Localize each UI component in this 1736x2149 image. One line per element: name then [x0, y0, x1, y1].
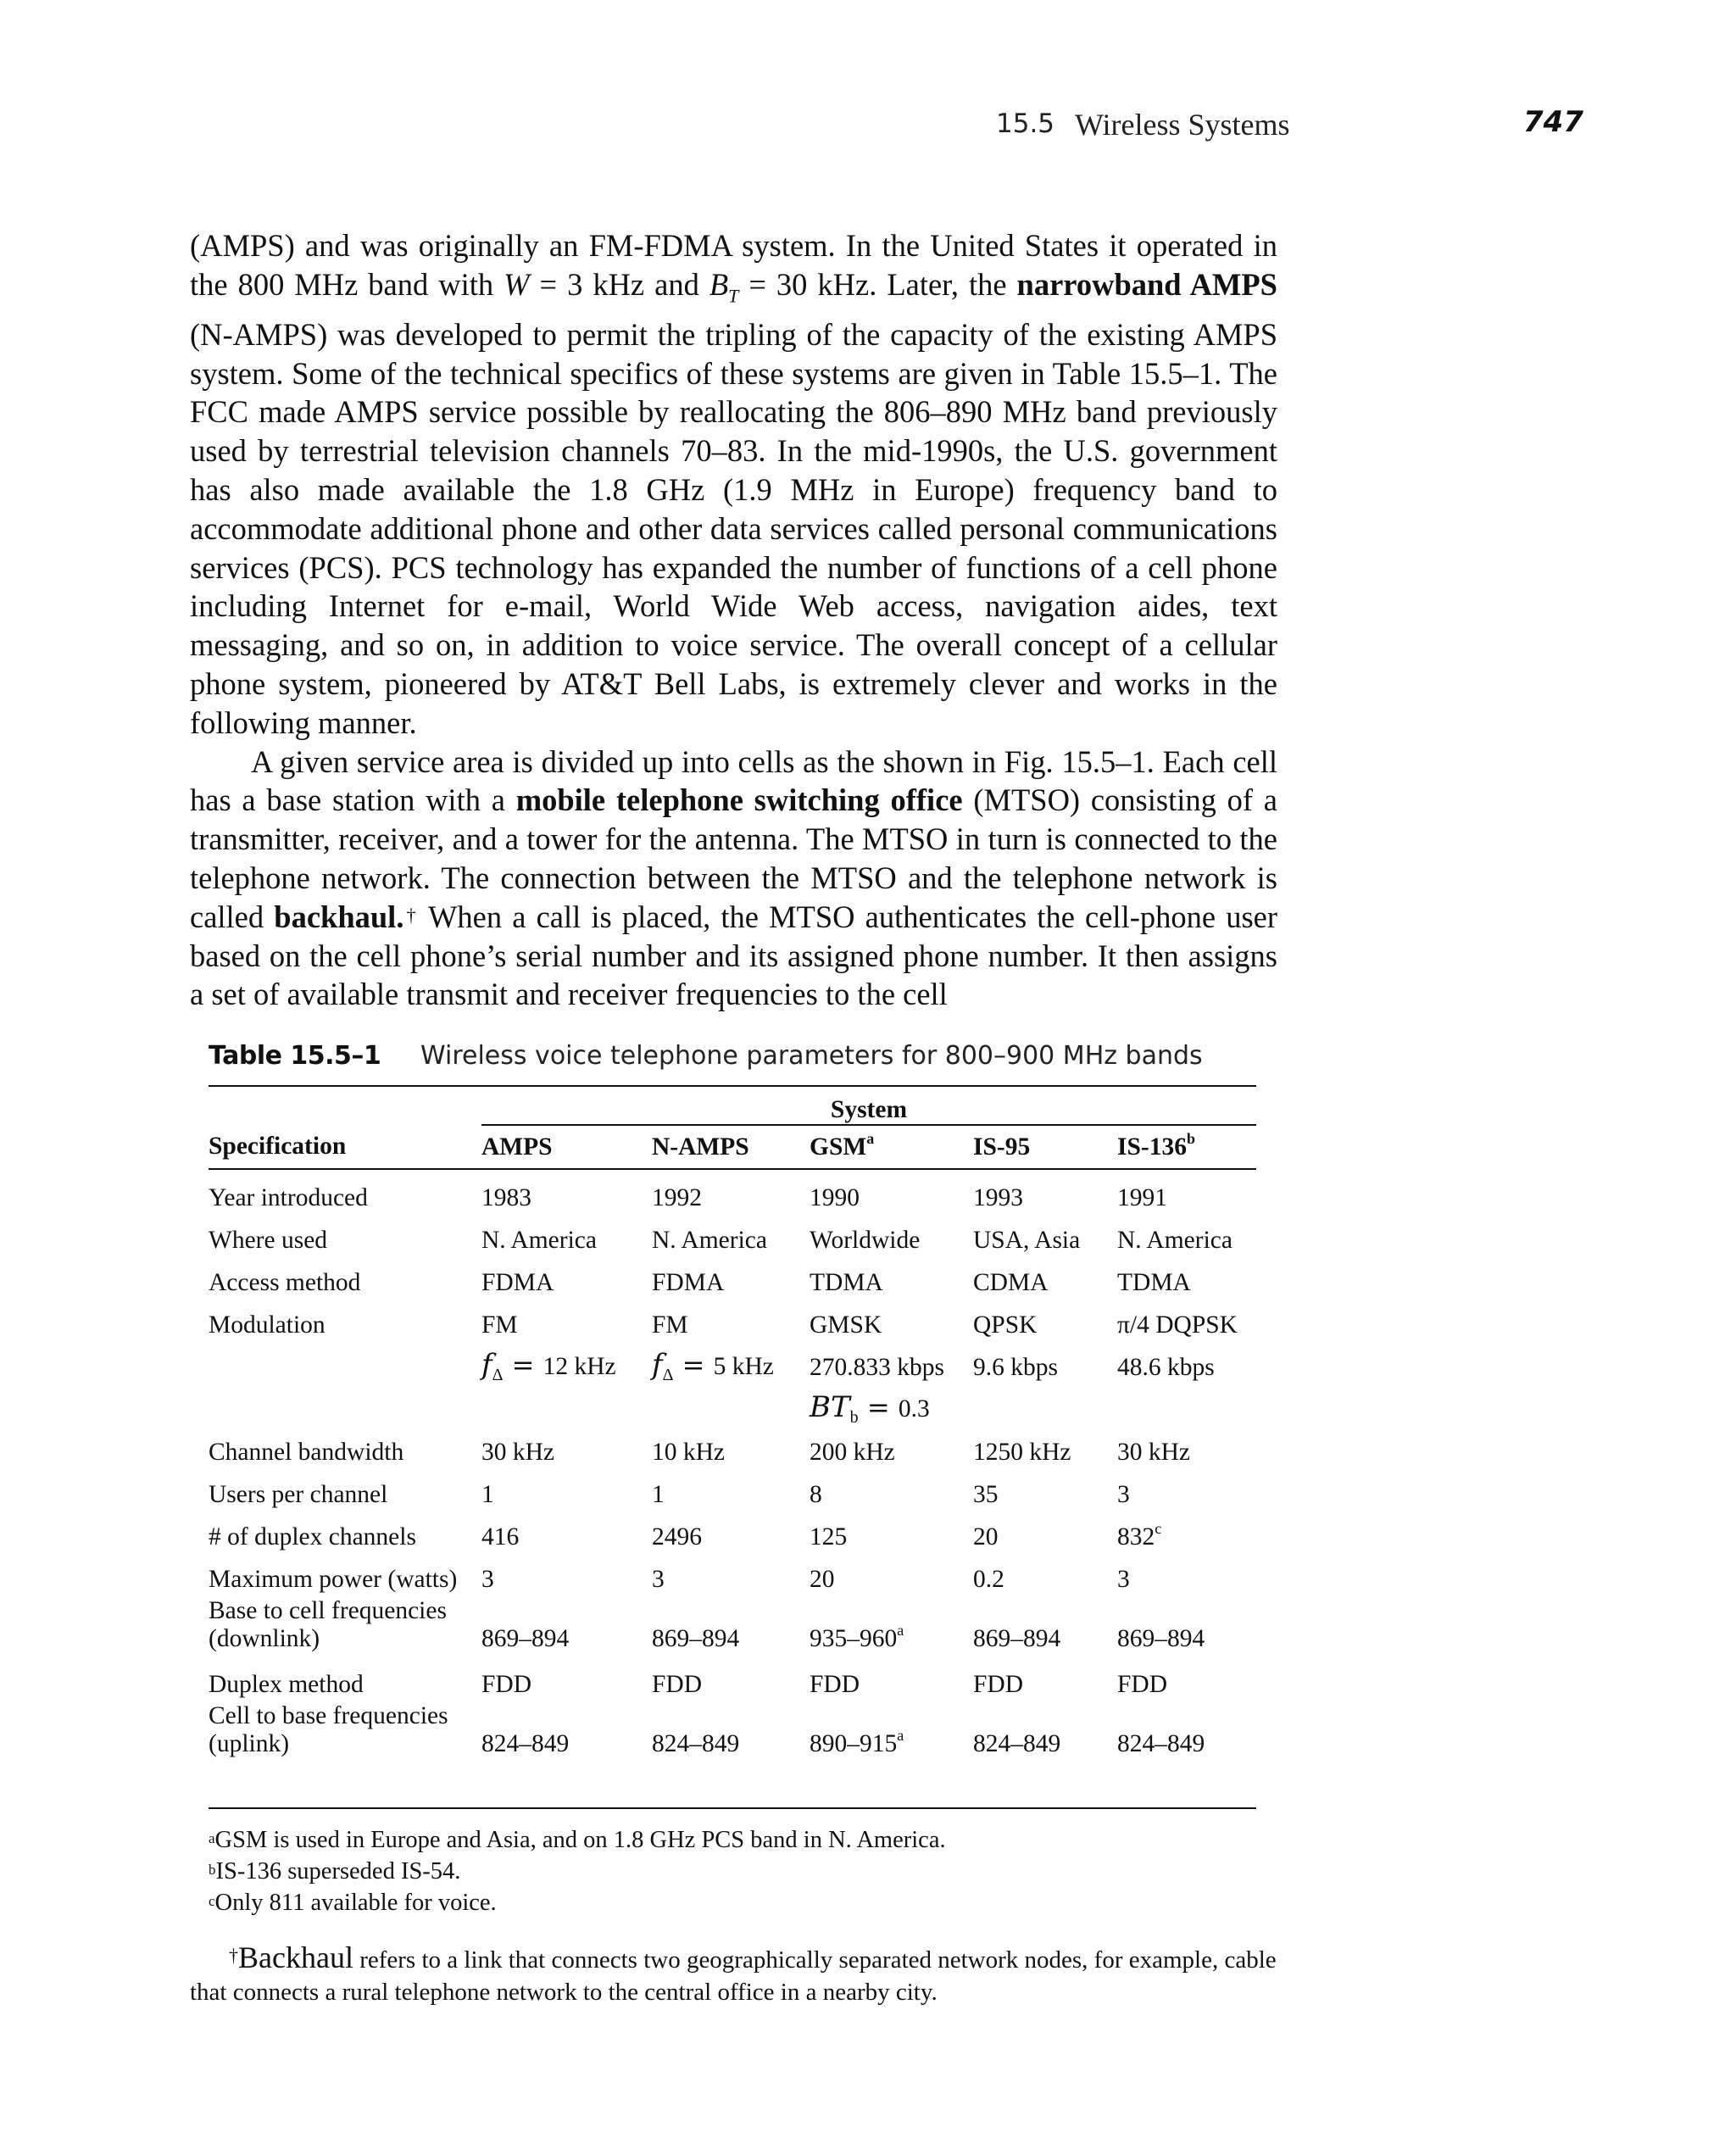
table-row: Maximum power (watts) 3 3 20 0.2 3 — [209, 1566, 1130, 1593]
table-row: Users per channel 1 1 8 35 3 — [209, 1481, 1130, 1508]
table-row: Modulation FM FM GMSK QPSK π/4 DQPSK — [209, 1311, 1238, 1339]
table-row: Duplex method FDD FDD FDD FDD FDD — [209, 1671, 1168, 1698]
table-row-mod-params: fΔ = 12 kHz fΔ = 5 kHz 270.833 kbps 9.6 kbps 48.6 kbps — [209, 1339, 1256, 1382]
table-caption-text: Wireless voice telephone parameters for 800–900 MHz bands — [420, 1041, 1203, 1071]
page-footnote: †Backhaul refers to a link that connects two geographically separated network nodes, for example, cable that connects a rural telephone network to the central office in a nearby city. — [190, 1940, 1277, 2006]
table-row: # of duplex channels 416 2496 125 20 832$^c$ — [209, 1520, 1162, 1551]
spec-header: Specification — [209, 1125, 481, 1169]
col-header-is95: IS-95 — [973, 1125, 1117, 1169]
system-header: System — [830, 1096, 908, 1123]
table-group-header-row — [209, 1087, 1256, 1125]
gsm-bt-product: BTb = 0.3 — [810, 1390, 930, 1427]
running-header — [0, 105, 1736, 151]
namps-deviation: fΔ = 5 kHz — [652, 1348, 774, 1384]
col-header-amps: AMPS — [481, 1125, 652, 1169]
dagger-mark: † — [229, 1945, 238, 1966]
table-row: Channel bandwidth 30 kHz 10 kHz 200 kHz 1250 kHz 30 kHz — [209, 1439, 1191, 1466]
table-row: Cell to base frequencies (uplink) 824–849 824–849 890–915$^a$ 824–849 824–849 — [209, 1702, 1205, 1757]
col-header-gsm: GSM$^a$ — [810, 1125, 973, 1169]
var-bt: $B_T$ — [709, 266, 739, 307]
footnote-b: $^b$IS-136 superseded IS-54. — [209, 1858, 461, 1885]
paragraph-1: (AMPS) and was originally an FM-FDMA system. In the United States it operated in the 800 MHz band with W = 3 kHz and $B_T = 30$ kHz. Later, the narrowband AMPS (N-AMPS) was developed to permit the tripling of the capacity of the existing AMPS system. Some of the technical specifics of these systems are given in Table 15.5–1. The FCC made AMPS service possible by reallocating the 806–890 MHz band previously used by terrestrial television channels 70–83. In the mid-1990s, the U.S. government has also made available the 1.8 GHz (1.9 MHz in Europe) frequency band to accommodate additional phone and other data services called personal communications services (PCS). PCS technology has expanded the number of functions of a cell phone including Internet for e-mail, World Wide Web access, navigation aides, text messaging, and so on, in addition to voice service. The overall concept of a cellular phone system, pioneered by AT&T Bell Labs, is extremely clever and works in the following manner. — [190, 228, 1277, 740]
section-number: 15.5 — [996, 109, 1055, 139]
footnote-term: Backhaul — [238, 1940, 353, 1974]
var-w: W — [504, 266, 530, 302]
term-mtso: mobile telephone switching office — [515, 782, 963, 818]
amps-deviation: fΔ = 12 kHz — [481, 1348, 616, 1384]
table-header-row — [209, 1125, 1256, 1169]
table-bottom-rule — [209, 1807, 1256, 1809]
table-row: Access method FDMA FDMA TDMA CDMA TDMA — [209, 1269, 1191, 1296]
table-row: Where used N. America N. America Worldwide USA, Asia N. America — [209, 1227, 1232, 1254]
dagger-mark: † — [403, 904, 419, 926]
table-row: Year introduced 1983 1992 1990 1993 1991 — [209, 1184, 1167, 1211]
specs-table — [209, 1087, 1256, 1780]
table-row-gsm-bt — [209, 1382, 1256, 1424]
footnote-c: $^c$Only 811 available for voice. — [209, 1890, 497, 1916]
table-footnotes — [209, 1824, 946, 1918]
page-number: 747 — [1523, 105, 1583, 139]
paragraph-2: A given service area is divided up into cells as the shown in Fig. 15.5–1. Each cell has a base station with a mobile telephone switching office (MTSO) consisting of a transmitter, receiver, and a tower for the antenna. The MTSO in turn is connected to the telephone network. The connection between the MTSO and the telephone network is called backhaul.† When a call is placed, the MTSO authenticates the cell-phone user based on the cell phone’s serial number and its assigned phone number. It then assigns a set of available transmit and receiver frequencies to the cell — [190, 743, 1278, 1012]
body-text — [190, 226, 1277, 1014]
footnote-a: $^a$GSM is used in Europe and Asia, and on 1.8 GHz PCS band in N. America. — [209, 1827, 946, 1853]
term-backhaul: backhaul. — [274, 899, 404, 934]
table-label: Table 15.5–1 — [209, 1041, 381, 1071]
table-caption — [209, 1041, 1256, 1085]
section-title: Wireless Systems — [1075, 108, 1290, 142]
col-header-is136: IS-136$^b$ — [1117, 1125, 1256, 1169]
term-narrowband-amps: narrowband AMPS — [1016, 266, 1277, 302]
col-header-namps: N-AMPS — [652, 1125, 810, 1169]
table-row: Base to cell frequencies (downlink) 869–894 869–894 935–960$^a$ 869–894 869–894 — [209, 1597, 1205, 1652]
